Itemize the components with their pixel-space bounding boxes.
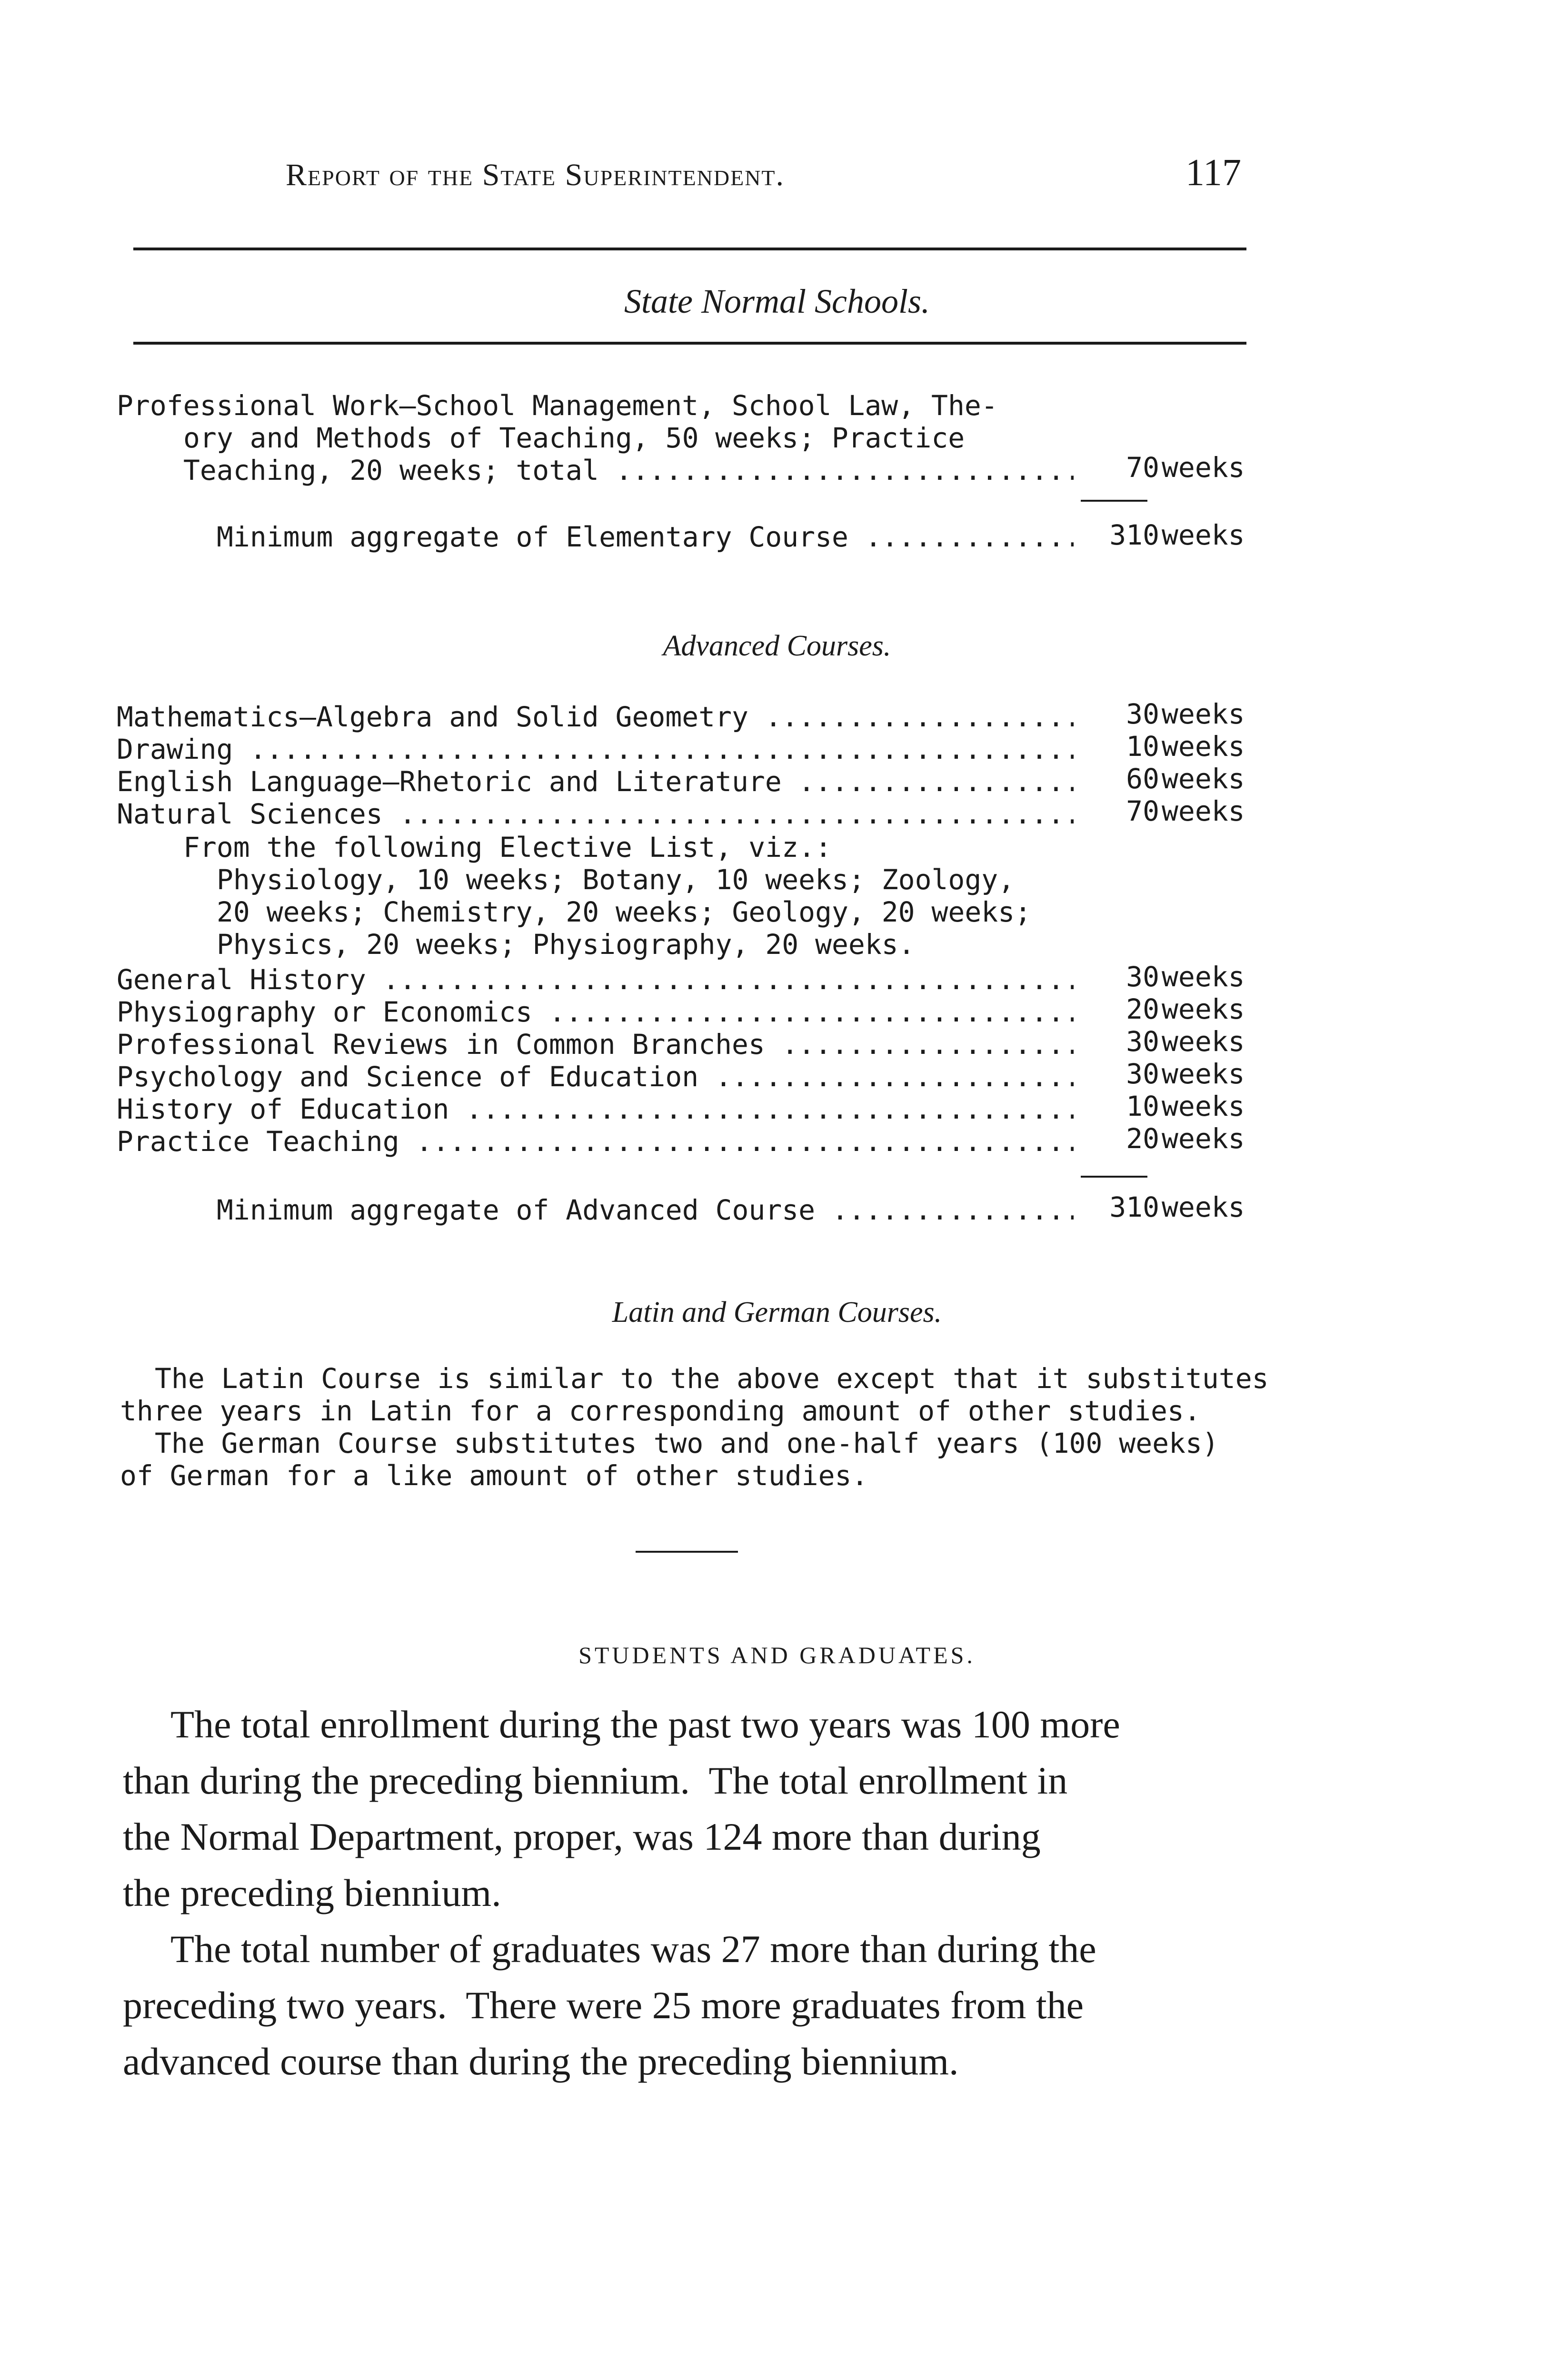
advanced-row [117, 798, 1074, 830]
advanced-minimum-line [217, 1194, 1074, 1226]
leader-dots [848, 521, 1074, 553]
course-unit: weeks [1162, 795, 1245, 827]
course-unit: weeks [1162, 763, 1245, 795]
running-head-letter: R [286, 158, 308, 192]
elementary-minimum-amount: 310 [1109, 519, 1159, 551]
course-label: English Language—Rhetoric and Literature [117, 765, 782, 798]
professional-line-2: ory and Methods of Teaching, 50 weeks; Practice [183, 422, 965, 454]
course-label: Mathematics—Algebra and Solid Geometry [117, 701, 748, 733]
leader-dots [233, 733, 1074, 765]
paragraph-line: the Normal Department, proper, was 124 more than during [123, 1815, 1041, 1858]
professional-line-1: Professional Work—School Management, School Law, The- [117, 389, 998, 422]
course-amount: 60 [1126, 763, 1159, 795]
paragraph-line: than during the preceding biennium. The total enrollment in [123, 1759, 1068, 1802]
running-head-word: uperintendent. [583, 158, 785, 192]
advanced-row [117, 996, 1074, 1028]
running-head-word: the [428, 158, 474, 192]
advanced-row [117, 1061, 1074, 1093]
advanced-row [117, 1093, 1074, 1125]
advanced-row [117, 733, 1074, 765]
course-label: Professional Reviews in Common Branches [117, 1028, 765, 1061]
course-label: General History [117, 963, 366, 996]
elective-line: Physics, 20 weeks; Physiography, 20 weeks. [217, 928, 915, 961]
paragraph-line: advanced course than during the preceding biennium. [123, 2040, 959, 2083]
professional-total-label: Teaching, 20 weeks; total [183, 454, 599, 486]
leader-dots [532, 996, 1074, 1028]
course-amount: 30 [1126, 961, 1159, 993]
total-rule [1081, 500, 1147, 502]
course-amount: 20 [1126, 1122, 1159, 1155]
running-head-word: eport [308, 158, 380, 192]
latin-german-line: of German for a like amount of other studies. [120, 1459, 868, 1492]
latin-german-line: three years in Latin for a corresponding amount of other studies. [120, 1395, 1201, 1427]
elementary-minimum-unit: weeks [1162, 519, 1245, 551]
elementary-minimum-label: Minimum aggregate of Elementary Course [217, 521, 848, 553]
latin-german-line: The German Course substitutes two and one-half years (100 weeks) [155, 1427, 1219, 1459]
advanced-minimum-unit: weeks [1162, 1191, 1245, 1223]
course-unit: weeks [1162, 698, 1245, 730]
page-number: 117 [1185, 152, 1242, 194]
paragraph-line: the preceding biennium. [123, 1871, 501, 1914]
advanced-row [117, 765, 1074, 798]
section-divider [636, 1551, 738, 1553]
advanced-row [117, 1028, 1074, 1061]
course-unit: weeks [1162, 961, 1245, 993]
header-rule [133, 248, 1246, 250]
elective-line: Physiology, 10 weeks; Botany, 10 weeks; Zoology, [217, 863, 1015, 896]
advanced-minimum-label: Minimum aggregate of Advanced Course [217, 1194, 816, 1226]
leader-dots [765, 1028, 1074, 1061]
total-rule [1081, 1176, 1147, 1178]
leader-dots [599, 454, 1074, 486]
course-unit: weeks [1162, 1122, 1245, 1155]
elective-intro: From the following Elective List, viz.: [183, 831, 832, 863]
course-unit: weeks [1162, 1090, 1245, 1122]
course-label: Natural Sciences [117, 798, 383, 830]
running-head [286, 157, 785, 193]
advanced-row [117, 701, 1074, 733]
course-amount: 30 [1126, 1025, 1159, 1058]
running-head-letter: S [565, 158, 584, 192]
running-head-word: of [389, 158, 419, 192]
leader-dots [399, 1125, 1074, 1158]
course-label: Drawing [117, 733, 233, 765]
section-rule [133, 342, 1246, 345]
course-amount: 10 [1126, 1090, 1159, 1122]
course-label: Practice Teaching [117, 1125, 399, 1158]
leader-dots [815, 1194, 1074, 1226]
leader-dots [748, 701, 1074, 733]
leader-dots [366, 963, 1074, 996]
course-unit: weeks [1162, 730, 1245, 763]
course-unit: weeks [1162, 1058, 1245, 1090]
paragraph-line: The total enrollment during the past two years was 100 more [170, 1703, 1120, 1746]
course-amount: 10 [1126, 730, 1159, 763]
course-label: Physiography or Economics [117, 996, 532, 1028]
professional-line-3 [183, 454, 1074, 486]
course-amount: 30 [1126, 698, 1159, 730]
course-label: Psychology and Science of Education [117, 1061, 699, 1093]
leader-dots [782, 765, 1074, 798]
running-head-letter: S [482, 158, 501, 192]
professional-unit: weeks [1162, 451, 1245, 484]
elective-line: 20 weeks; Chemistry, 20 weeks; Geology, 20 weeks; [217, 896, 1032, 928]
latin-german-heading: Latin and German Courses. [612, 1296, 942, 1329]
course-amount: 20 [1126, 993, 1159, 1025]
students-heading: STUDENTS AND GRADUATES. [578, 1642, 976, 1668]
leader-dots [698, 1061, 1074, 1093]
course-amount: 70 [1126, 795, 1159, 827]
latin-german-line: The Latin Course is similar to the above except that it substitutes [155, 1362, 1269, 1395]
advanced-minimum-amount: 310 [1109, 1191, 1159, 1223]
section-title: State Normal Schools. [624, 282, 930, 320]
advanced-heading: Advanced Courses. [663, 630, 891, 662]
advanced-row [117, 1125, 1074, 1158]
running-head-word: tate [500, 158, 557, 192]
course-unit: weeks [1162, 1025, 1245, 1058]
leader-dots [449, 1093, 1074, 1125]
professional-amount: 70 [1126, 451, 1159, 484]
paragraph-line: The total number of graduates was 27 more than during the [170, 1927, 1096, 1971]
course-unit: weeks [1162, 993, 1245, 1025]
course-label: History of Education [117, 1093, 449, 1125]
course-amount: 30 [1126, 1058, 1159, 1090]
elementary-minimum-line [217, 521, 1074, 553]
advanced-row [117, 963, 1074, 996]
leader-dots [383, 798, 1074, 830]
paragraph-line: preceding two years. There were 25 more graduates from the [123, 1983, 1084, 2027]
